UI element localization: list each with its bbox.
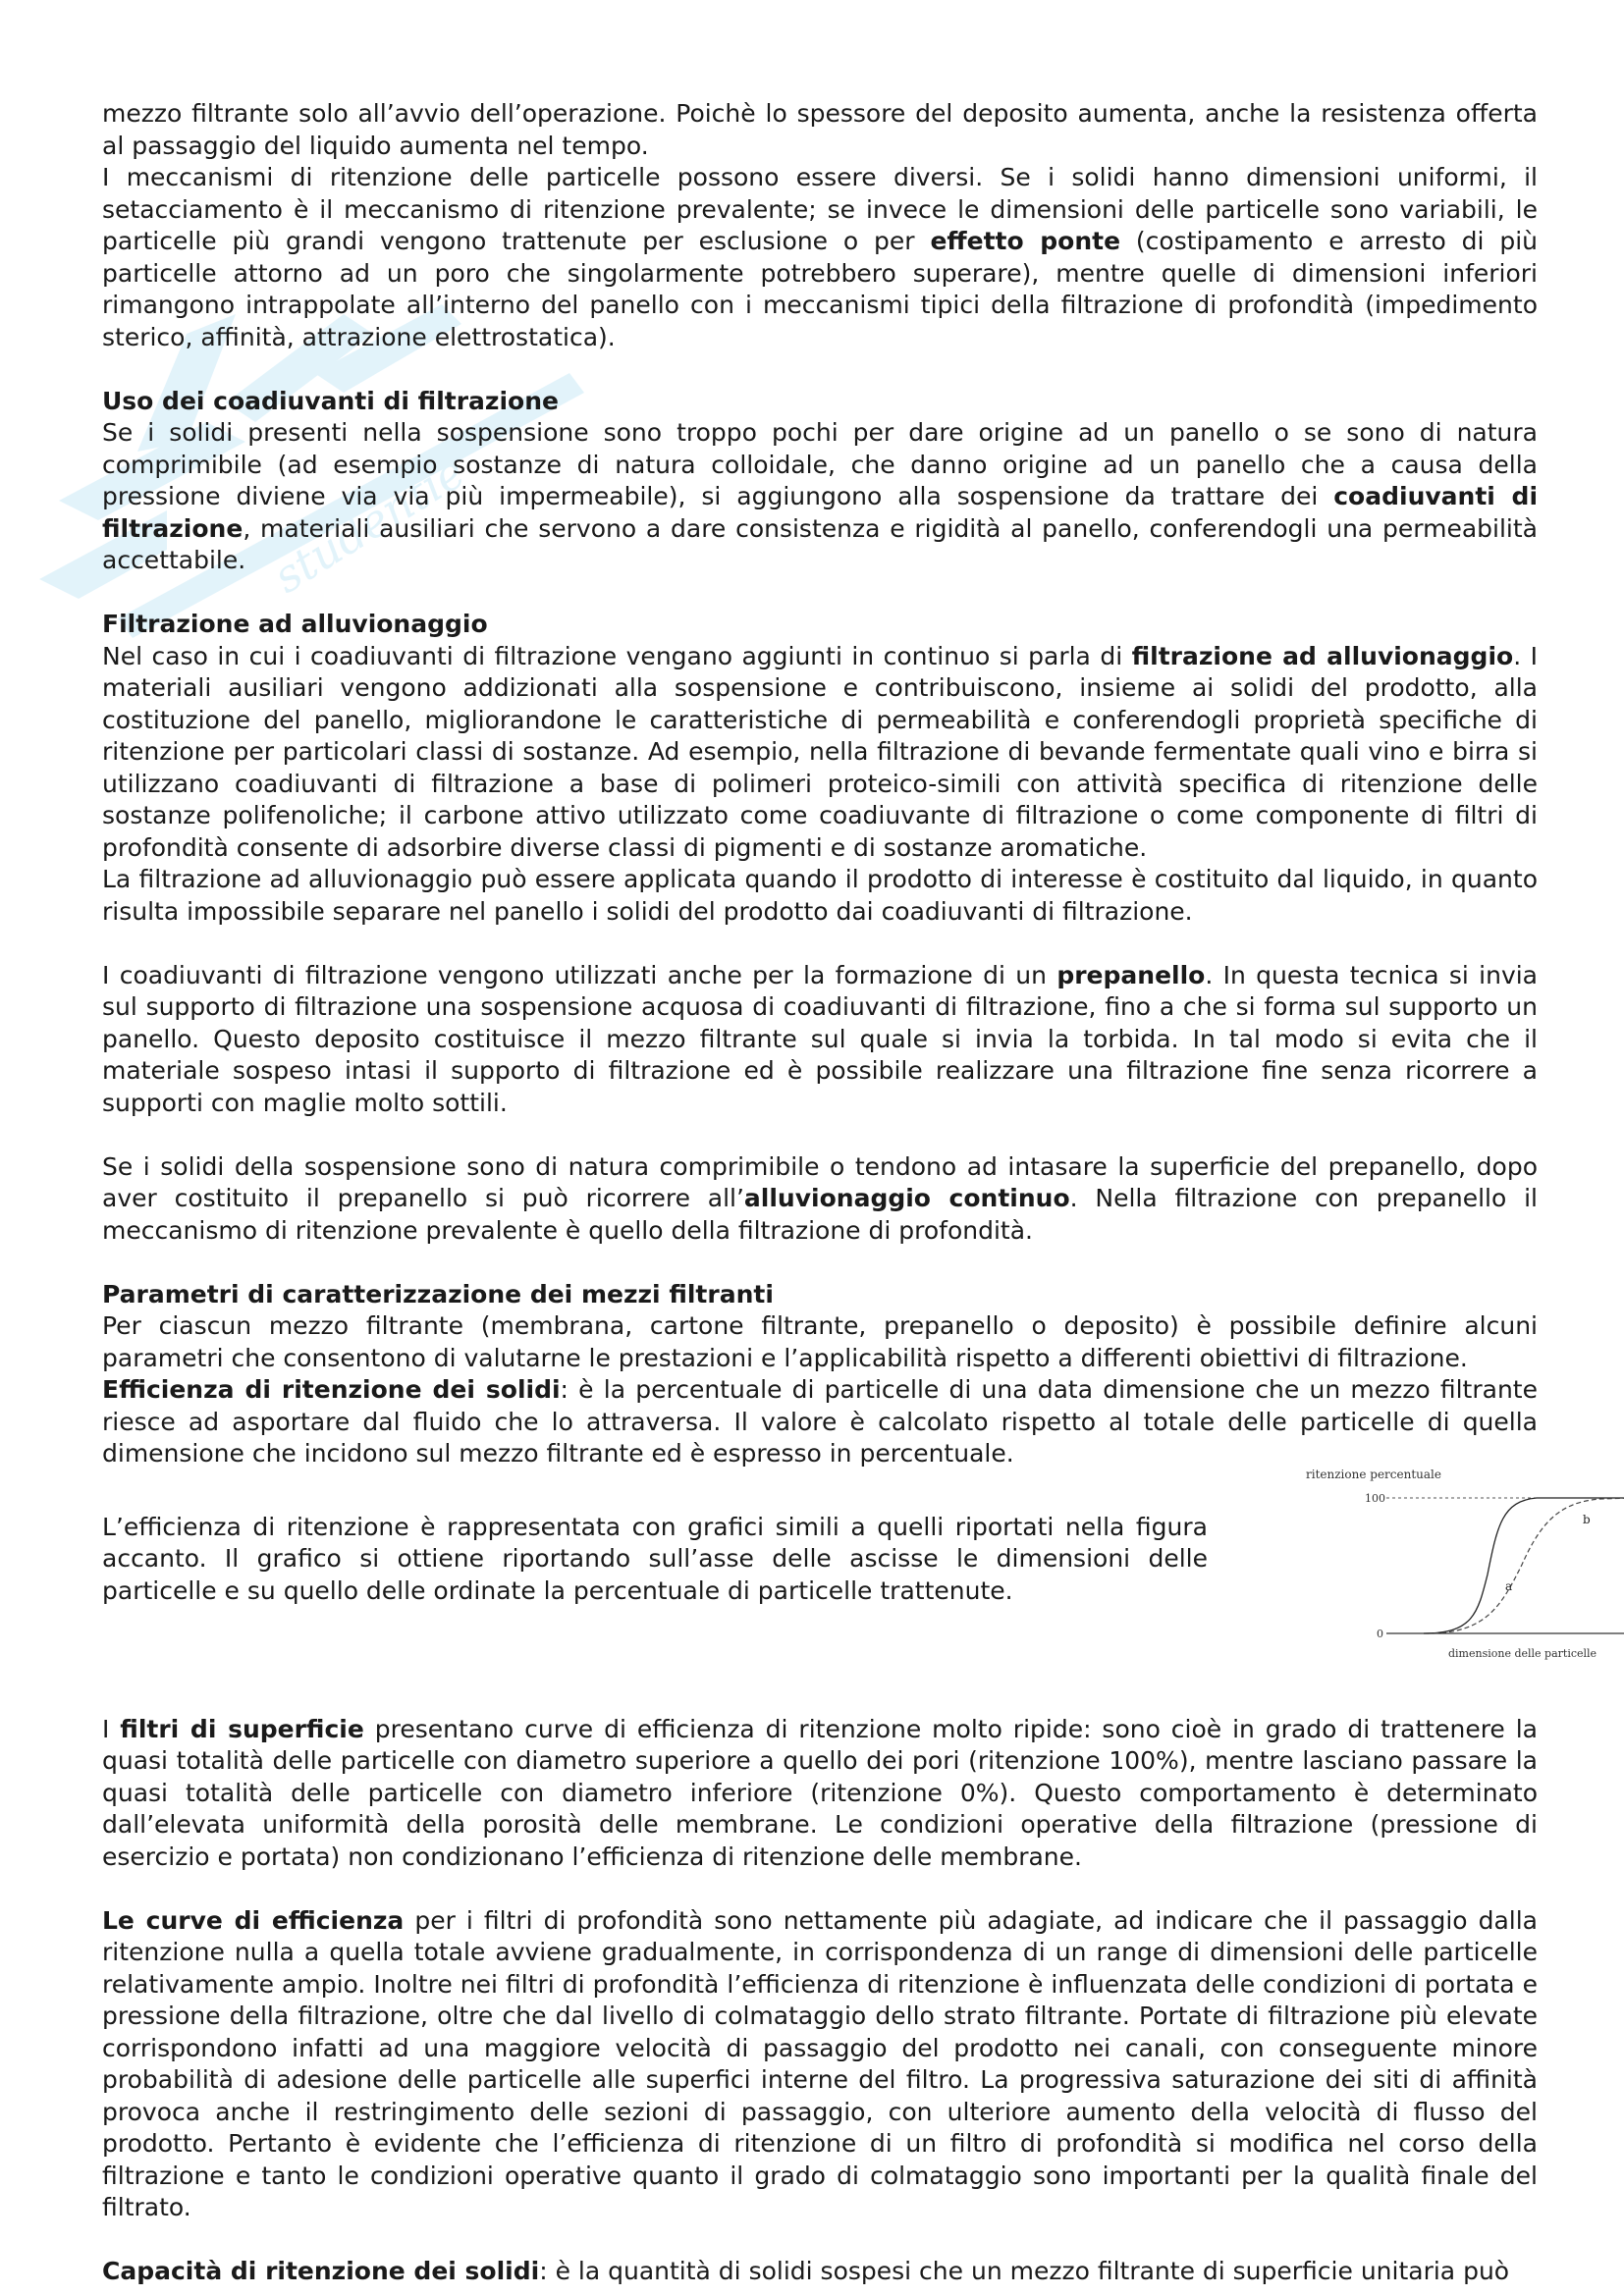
paragraph-filtri-superficie: I filtri di superficie presentano curve di efficienza di ritenzione molto ripide: sono cioè in grado di trattenere la quasi totalità delle particelle con diametro superiore a quello dei pori (ritenzione 100%), mentre lasciano passare la quasi totalità delle particelle con diametro inferiore (ritenzione 0%). Questo comportamento è determinato dall’elevata uniformità della porosità delle membrane. Le condizioni operative della filtrazione (pressione di esercizio e portata) non condizionano l’efficienza di ritenzione delle membrane. bbox=[102, 1714, 1538, 1871]
figure-tick-100: 100 bbox=[1365, 1491, 1385, 1505]
retention-efficiency-graph bbox=[1306, 1467, 1624, 1673]
figure-tick-0: 0 bbox=[1377, 1627, 1383, 1640]
term-coadiuvanti: coadiuvanti di filtrazione bbox=[102, 482, 1539, 543]
term-curve-efficienza: Le curve di efficienza bbox=[102, 1905, 405, 1935]
svg-text:studentie: studentie bbox=[263, 445, 474, 604]
term-efficienza-ritenzione: Efficienza di ritenzione dei solidi bbox=[102, 1375, 561, 1404]
paragraph-parametri: Per ciascun mezzo filtrante (membrana, cartone filtrante, prepanello o deposito) è possibile definire alcuni parametri che consentono di valutarne le prestazioni e l’applicabilità rispetto a differenti obiettivi di filtrazione. bbox=[102, 1311, 1538, 1372]
term-filtrazione-alluvionaggio: filtrazione ad alluvionaggio bbox=[1131, 641, 1514, 670]
paragraph-alluvionaggio: Nel caso in cui i coadiuvanti di filtrazione vengano aggiunti in continuo si parla di filtrazione ad alluvionaggio. I materiali ausiliari vengono addizionati alla sospensione e contribuiscono, insieme ai solidi del prodotto, alla costituzione del panello, migliorandone le caratteristiche di permeabilità e conferendogli proprietà specifiche di ritenzione per particolari classi di sostanze. Ad esempio, nella filtrazione di bevande fermentate quali vino e birra si utilizzano coadiuvanti di filtrazione a base di polimeri proteico-simili con attività specifica di ritenzione delle sostanze polifenoliche; il carbone attivo utilizzato come coadiuvante di filtrazione o come componente di filtri di profondità consente di adsorbire diverse classi di pigmenti e di sostanze aromatiche. bbox=[102, 641, 1538, 862]
term-prepanello: prepanello bbox=[1056, 960, 1206, 989]
paragraph-meccanismi: I meccanismi di ritenzione delle particelle possono essere diversi. Se i solidi hanno dimensioni uniformi, il setacciamento è il meccanismo di ritenzione prevalente; se invece le dimensioni delle particelle sono variabili, le particelle più grandi vengono trattenute per esclusione o per effetto ponte (costipamento e arresto di più particelle attorno ad un poro che singolarmente potrebbero superare), mentre quelle di dimensioni inferiori rimangono intrappolate all’interno del panello con i meccanismi tipici della filtrazione di profondità (impedimento sterico, affinità, attrazione elettrostatica). bbox=[102, 163, 1538, 351]
paragraph-intro: mezzo filtrante solo all’avvio dell’operazione. Poichè lo spessore del deposito aumenta, anche la resistenza offerta al passaggio del liquido aumenta nel tempo. bbox=[102, 99, 1538, 160]
figure-label-b: b bbox=[1583, 1512, 1591, 1526]
document-body bbox=[102, 98, 1597, 2288]
figure-curve-a bbox=[1424, 1498, 1624, 1633]
term-effetto-ponte: effetto ponte bbox=[930, 227, 1121, 255]
paragraph-figura: L’efficienza di ritenzione è rappresentata con grafici simili a quelli riportati nella figura accanto. Il grafico si ottiene riportando sull’asse delle ascisse le dimensioni delle particelle e su quello delle ordinate la percentuale di particelle trattenute. bbox=[102, 1512, 1208, 1605]
paragraph-prepanello: I coadiuvanti di filtrazione vengono utilizzati anche per la formazione di un prepanello. In questa tecnica si invia sul supporto di filtrazione una sospensione acquosa di coadiuvanti di filtrazione, fino a che si forma sul supporto un panello. Questo deposito costituisce il mezzo filtrante sul quale si invia la torbida. In tal modo si evita che il materiale sospeso intasi il supporto di filtrazione ed è possibile realizzare una filtrazione fine senza ricorrere a supporti con maglie molto sottili. bbox=[102, 960, 1539, 1117]
paragraph-efficienza: Efficienza di ritenzione dei solidi: è la percentuale di particelle di una data dimensione che un mezzo filtrante riesce ad asportare dal fluido che lo attraversa. Il valore è calcolato rispetto al totale delle particelle di quella dimensione che incidono sul mezzo filtrante ed è espresso in percentuale. bbox=[102, 1375, 1538, 1468]
figure-xlabel: dimensione delle particelle bbox=[1448, 1646, 1597, 1660]
term-alluvionaggio-continuo: alluvionaggio continuo bbox=[743, 1184, 1070, 1212]
paragraph-coadiuvanti: Se i solidi presenti nella sospensione sono troppo pochi per dare origine ad un panello o se sono di natura comprimibile (ad esempio sostanze di natura colloidale, che danno origine ad un panello che a causa della pressione diviene via via più impermeabile), si aggiungono alla sospensione da trattare dei coadiuvanti di filtrazione, materiali ausiliari che servono a dare consistenza e rigidità al panello, conferendogli una permeabilità accettabile. bbox=[102, 418, 1539, 574]
term-filtri-superficie: filtri di superficie bbox=[120, 1714, 364, 1743]
term-capacita-ritenzione: Capacità di ritenzione dei solidi bbox=[102, 2257, 540, 2285]
heading-alluvionaggio: Filtrazione ad alluvionaggio bbox=[102, 610, 488, 638]
figure-ylabel: ritenzione percentuale bbox=[1306, 1467, 1441, 1481]
paragraph-alluvionaggio-continuo: Se i solidi della sospensione sono di natura comprimibile o tendono ad intasare la superficie del prepanello, dopo aver costituito il prepanello si può ricorrere all’alluvionaggio continuo. Nella filtrazione con prepanello il meccanismo di ritenzione prevalente è quello della filtrazione di profondità. bbox=[102, 1151, 1538, 1245]
paragraph-alluvionaggio-2: La filtrazione ad alluvionaggio può essere applicata quando il prodotto di interesse è costituito dal liquido, in quanto risulta impossibile separare nel panello i solidi del prodotto dai coadiuvanti di filtrazione. bbox=[102, 865, 1538, 926]
paragraph-curve-efficienza: Le curve di efficienza per i filtri di profondità sono nettamente più adagiate, ad indicare che il passaggio dalla ritenzione nulla a quella totale avviene gradualmente, in corrispondenza di un range di dimensioni delle particelle relativamente ampio. Inoltre nei filtri di profondità l’efficienza di ritenzione è influenzata delle condizioni di portata e pressione della filtrazione, oltre che dal livello di colmataggio dello strato filtrante. Portate di filtrazione più elevate corrispondono infatti ad una maggiore velocità di passaggio del prodotto nei canali, con conseguente minore probabilità di adesione delle particelle alle superfici interne del filtro. La progressiva saturazione dei siti di affinità provoca anche il restringimento delle sezioni di passaggio, con ulteriore aumento della velocità di flusso del prodotto. Pertanto è evidente che l’efficienza di ritenzione di un filtro di profondità si modifica nel corso della filtrazione e tanto le condizioni operative quanto il grado di colmataggio sono importanti per la qualità finale del filtrato. bbox=[102, 1905, 1538, 2221]
figure-label-a: a bbox=[1505, 1578, 1513, 1593]
heading-parametri: Parametri di caratterizzazione dei mezzi filtranti bbox=[102, 1279, 774, 1308]
figure-row bbox=[102, 1467, 1597, 1673]
heading-coadiuvanti: Uso dei coadiuvanti di filtrazione bbox=[102, 386, 559, 415]
figure-caption-text bbox=[102, 1512, 1208, 1608]
paragraph-capacita: Capacità di ritenzione dei solidi: è la quantità di solidi sospesi che un mezzo filtrante di superficie unitaria può bbox=[102, 2257, 1510, 2285]
figure-curve-b bbox=[1434, 1498, 1624, 1633]
retention-efficiency-figure bbox=[1306, 1467, 1624, 1673]
